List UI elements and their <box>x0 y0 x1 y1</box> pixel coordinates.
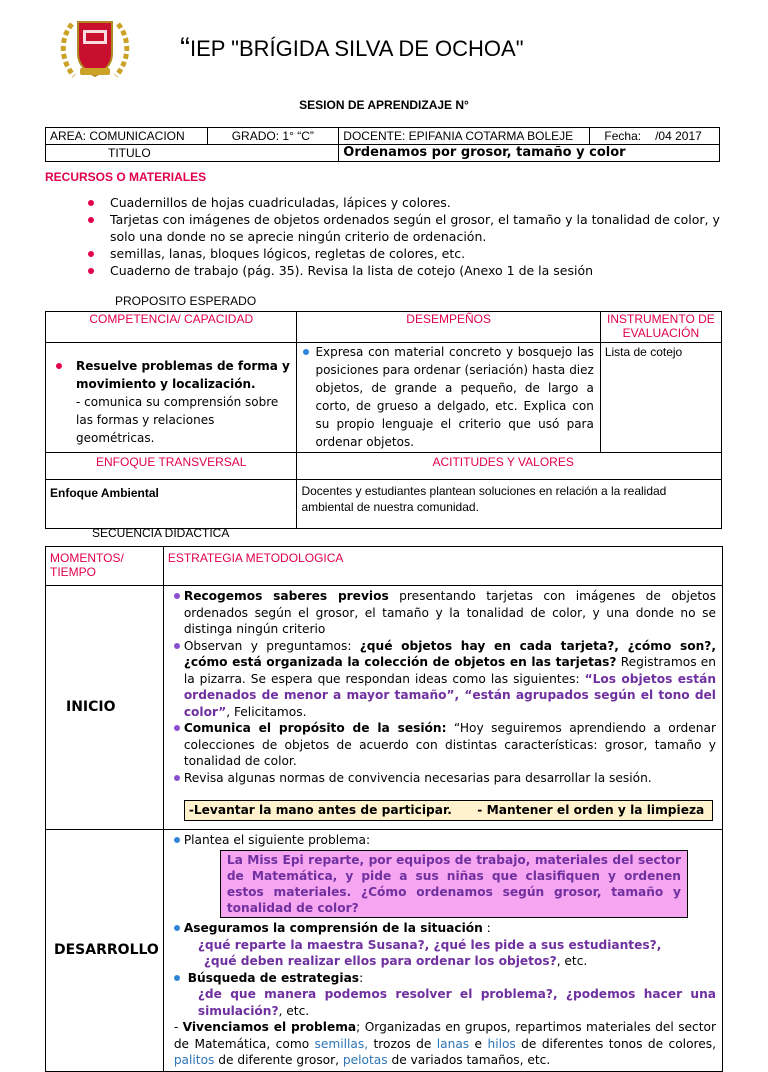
bullet-icon <box>88 251 94 257</box>
proposito-table <box>45 311 722 529</box>
bullet-icon <box>303 349 309 355</box>
bullet-icon <box>174 593 180 599</box>
bullet-icon <box>174 725 180 731</box>
school-logo <box>58 14 132 84</box>
bullet-icon <box>174 643 180 649</box>
desarrollo-cell <box>163 829 722 1071</box>
list-item: Revisa algunas normas de convivencia necesarias para desarrollar la sesión. <box>174 770 716 787</box>
open-quote: “ <box>180 32 190 65</box>
enfoque-cell: Enfoque Ambiental <box>46 480 297 529</box>
bullet-icon <box>174 837 180 843</box>
fecha-value: /04 2017 <box>655 129 702 143</box>
grado-cell: GRADO: 1° “C” <box>207 128 339 145</box>
bullet-icon <box>88 268 94 274</box>
actitud-cell: Docentes y estudiantes plantean soluciones en relación a la realidad ambiental de nuestra comunidad. <box>297 480 722 529</box>
list-item: Plantea el siguiente problema: <box>174 832 716 849</box>
competencia-cell: Resuelve problemas de forma y movimiento y localización. - comunica su comprensión sobre las formas y relaciones geométricas. <box>46 343 297 453</box>
list-item: Comunica el propósito de la sesión: “Hoy seguiremos aprendiendo a ordenar colecciones de objetos de acuerdo con distintas características: grosor, tamaño y tonalidad de color. <box>174 720 716 770</box>
area-cell: AREA: COMUNICACION <box>46 128 208 145</box>
titulo-value: Ordenamos por grosor, tamaño y color <box>339 145 720 162</box>
actitudes-header: ACITITUDES Y VALORES <box>297 453 722 480</box>
instrumento-header: INSTRUMENTO DE EVALUACIÓN <box>600 312 721 343</box>
estrategia-header: ESTRATEGIA METODOLOGICA <box>163 547 722 586</box>
norms-box: -Levantar la mano antes de participar. - Mantener el orden y la limpieza <box>184 800 713 821</box>
recursos-list <box>88 194 728 279</box>
fecha-cell <box>590 128 720 145</box>
desempeno-cell: Expresa con material concreto y bosquejo las posiciones para ordenar (seriación) hasta diez objetos, de grande a pequeño, de largo a corto, de grueso a delgado, etc. Explica con su propio lenguaje el criterio que usó para ordenar objetos. <box>297 343 600 453</box>
list-item: semillas, lanas, bloques lógicos, regletas de colores, etc. <box>88 245 728 262</box>
question-line: ¿qué reparte la maestra Susana?, ¿qué les pide a sus estudiantes?, <box>197 937 662 952</box>
desarrollo-label: DESARROLLO <box>46 829 164 1071</box>
problem-box: La Miss Epi reparte, por equipos de trabajo, materiales del sector de Matemática, y pide a sus niñas que clasifiquen y ordenen estos materiales. ¿Cómo ordenamos según grosor, tamaño y tonalidad de color? <box>220 850 688 918</box>
recursos-label: RECURSOS O MATERIALES <box>45 170 207 184</box>
docente-cell: DOCENTE: EPIFANIA COTARMA BOLEJE <box>339 128 590 145</box>
instrumento-cell: Lista de cotejo <box>600 343 721 453</box>
titulo-label: TITULO <box>46 145 339 162</box>
momentos-header: MOMENTOS/ TIEMPO <box>46 547 164 586</box>
bullet-icon <box>174 775 180 781</box>
fecha-label: Fecha: <box>604 129 642 143</box>
proposito-label: PROPOSITO ESPERADO <box>115 294 257 308</box>
secuencia-label: SECUENCIA DIDACTICA <box>92 526 230 540</box>
list-item: Observan y preguntamos: ¿qué objetos hay en cada tarjeta?, ¿cómo son?, ¿cómo está organizada la colección de objetos en las tarjetas? Registramos en la pizarra. Se espera que respondan ideas como las siguientes: “Los objetos están ordenados de menor a mayor tamaño”, “están agrupados según el tono del color”, Felicitamos. <box>174 638 716 721</box>
competencia-header: COMPETENCIA/ CAPACIDAD <box>46 312 297 343</box>
bullet-icon <box>174 925 180 931</box>
list-item: Cuadernillos de hojas cuadriculadas, lápices y colores. <box>88 194 728 211</box>
list-item: Recogemos saberes previos presentando tarjetas con imágenes de objetos ordenados según el grosor, el tamaño y la tonalidad de color, y una donde no se distinga ningún criterio <box>174 588 716 638</box>
question-line: ¿qué deben realizar ellos para ordenar los objetos?, etc. <box>203 954 588 968</box>
bullet-icon <box>88 200 94 206</box>
enfoque-header: ENFOQUE TRANSVERSAL <box>46 453 297 480</box>
bullet-icon <box>174 975 180 981</box>
list-item: - Vivenciamos el problema; Organizadas en grupos, repartimos materiales del sector de Matemática, como semillas, trozos de lanas e hilos de diferentes tonos de colores, palitos de diferente grosor, pelotas de variados tamaños, etc. <box>173 1020 716 1067</box>
school-name: IEP "BRÍGIDA SILVA DE OCHOA" <box>190 36 524 61</box>
question-line: ¿de que manera podemos resolver el problema?, ¿podemos hacer una simulación?, etc. <box>197 987 716 1018</box>
desempenos-header: DESEMPEÑOS <box>297 312 600 343</box>
session-title: SESION DE APRENDIZAJE N° <box>299 98 469 112</box>
inicio-label: INICIO <box>46 586 164 830</box>
bullet-icon <box>56 363 62 369</box>
info-table <box>45 127 720 162</box>
list-item: Cuaderno de trabajo (pág. 35). Revisa la lista de cotejo (Anexo 1 de la sesión <box>88 262 728 279</box>
laurel-left <box>63 24 74 76</box>
secuencia-table <box>45 546 723 1072</box>
list-item: Búsqueda de estrategias: <box>174 970 716 987</box>
list-item: Tarjetas con imágenes de objetos ordenados según el grosor, el tamaño y la tonalidad de color, y solo una donde no se aprecie ningún criterio de ordenación. <box>88 211 728 245</box>
bullet-icon <box>88 217 94 223</box>
inicio-cell <box>163 586 722 830</box>
list-item: Aseguramos la comprensión de la situación : <box>174 920 716 937</box>
school-title <box>180 32 524 66</box>
laurel-right <box>116 24 127 76</box>
